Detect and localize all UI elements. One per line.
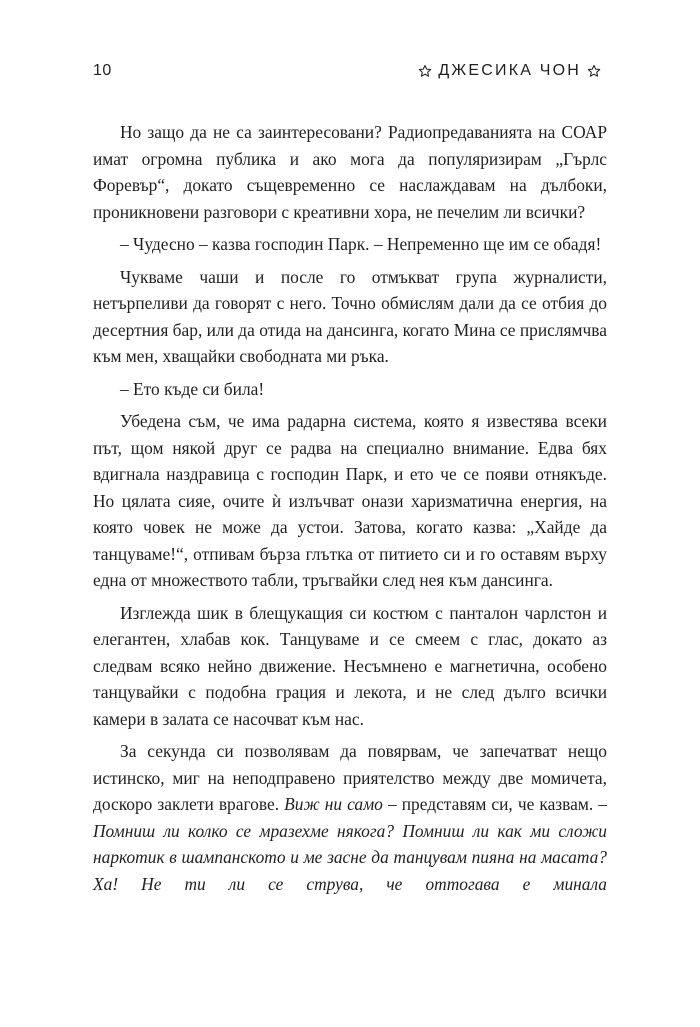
author-name: ДЖЕСИКА ЧОН (438, 62, 581, 79)
text-run: За секунда си позволявам да повярвам, че запечатват нещо истинско, миг на неподправено приятелство между две момичета, доскоро заклети врагове. (93, 741, 607, 814)
italic-run: Виж ни само (284, 794, 383, 814)
star-outline-icon (587, 64, 601, 78)
text-run: – Ето къде си била! (120, 378, 265, 399)
text-run: Но защо да не са заинтересовани? Радиопредаванията на СОАР имат огромна публика и ако мога да популяризирам „Гърлс Форевър“, докато същевременно се наслаждавам на дълбоки, проникновени разговори с креативни хора, не печелим ли всички? (93, 122, 607, 222)
paragraph (93, 408, 607, 594)
star-outline-icon (418, 64, 432, 78)
text-run: – Чудесно – казва господин Парк. – Непременно ще им се обадя! (120, 234, 602, 254)
text-run: Чукваме чаши и после го отмъкват група журналисти, нетърпеливи да говорят с него. Точно обмислям дали да се отбия до десертния бар, или да отида на дансинга, когато Мина се прислямчва към мен, хващайки свободната ми ръка. (93, 266, 607, 366)
italic-run: Помниш ли колко се мразехме някога? Помниш ли как ми сложи наркотик в шампанското и ме засне да танцувам пияна на масата? Ха! Не ти ли се струва, че оттогава е минала (93, 820, 607, 894)
paragraph (93, 119, 607, 225)
text-run: Убедена съм, че има радарна система, която я известява всеки път, щом някой друг се радва на специално внимание. Едва бях вдигнала наздравица с господин Парк, и ето че се появи отнякъде. Но цялата сияе, очите ѝ излъчват онази харизматична енергия, на която човек не може да устои. Затова, когато казва: „Хайде да танцуваме!“, отпивам бърза глътка от питието си и го оставям върху една от множеството табли, тръгвайки след нея към дансинга. (93, 411, 607, 590)
body-text (93, 119, 607, 903)
paragraph (93, 376, 607, 403)
page-number: 10 (93, 62, 112, 79)
paragraph (93, 738, 607, 897)
paragraph (93, 264, 607, 370)
text-run: Изглежда шик в блещукащия си костюм с панталон чарлстон и елегантен, хлабав кок. Танцуваме и се смеем с глас, докато аз следвам всяко нейно движение. Несъмнено е магнетична, особено танцувайки с подобна грация и лекота, и не след дълго всички камери в залата се насочват към нас. (93, 602, 607, 729)
running-head (412, 62, 607, 80)
page-header (93, 62, 607, 80)
text-run: – представям си, че казвам. – (382, 794, 608, 814)
paragraph (93, 231, 607, 258)
paragraph (93, 600, 607, 733)
